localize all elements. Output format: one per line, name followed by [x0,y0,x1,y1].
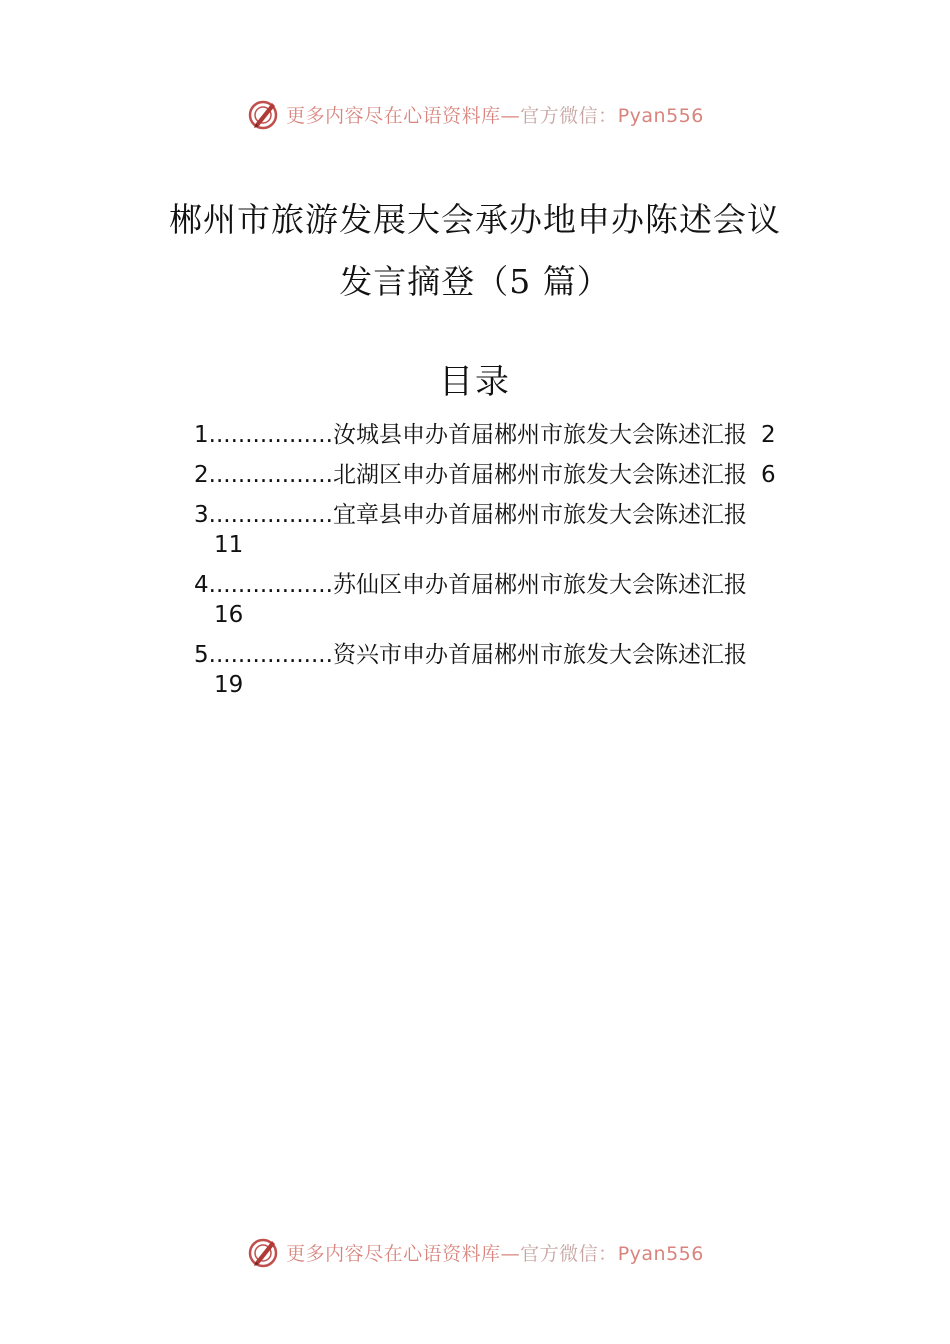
banner-text [286,1239,704,1266]
toc-item[interactable] [194,460,854,490]
document-title-line-1: 郴州市旅游发展大会承办地申办陈述会议 [169,200,781,239]
header-banner [0,94,950,134]
banner-account: Pyan556 [617,104,704,127]
toc-item-page: 11 [214,532,244,558]
toc-item-leader: ................. [208,462,333,488]
toc-item-page: 6 [760,462,776,488]
banner-dash: — [500,1242,521,1265]
toc-item-label: 汝城县申办首届郴州市旅发大会陈述汇报 [332,422,747,448]
table-of-contents [194,420,854,710]
document-title-line-2: 发言摘登（5 篇） [339,262,611,301]
banner-slogan: 更多内容尽在心语资料库 [286,104,501,127]
toc-item-page: 19 [214,672,244,698]
toc-item-label: 苏仙区申办首届郴州市旅发大会陈述汇报 [332,572,747,598]
toc-item-leader: ................. [208,422,333,448]
banner-wechat-label: 官方微信： [520,104,618,127]
pen-seal-icon [246,97,280,131]
toc-item-label: 北湖区申办首届郴州市旅发大会陈述汇报 [332,462,747,488]
toc-item-number: 2 [194,462,209,488]
toc-item-leader: ................. [208,642,333,668]
toc-item-number: 4 [194,572,209,598]
toc-heading: 目录 [439,362,511,402]
toc-item[interactable] [194,570,854,630]
pen-seal-icon [246,1235,280,1269]
toc-item-number: 5 [194,642,209,668]
toc-item-page: 16 [214,602,244,628]
banner-account: Pyan556 [617,1242,704,1265]
banner-dash: — [500,104,521,127]
toc-item[interactable] [194,640,854,700]
banner-wechat-label: 官方微信： [520,1242,618,1265]
toc-item[interactable] [194,500,854,560]
toc-item-label: 资兴市申办首届郴州市旅发大会陈述汇报 [332,642,747,668]
banner-text [286,101,704,128]
footer-banner [0,1232,950,1272]
toc-item-label: 宜章县申办首届郴州市旅发大会陈述汇报 [332,502,747,528]
toc-item-leader: ................. [208,572,333,598]
toc-item-number: 3 [194,502,209,528]
banner-slogan: 更多内容尽在心语资料库 [286,1242,501,1265]
toc-item-number: 1 [194,422,209,448]
toc-item-leader: ................. [208,502,333,528]
toc-item[interactable] [194,420,854,450]
toc-item-page: 2 [760,422,776,448]
